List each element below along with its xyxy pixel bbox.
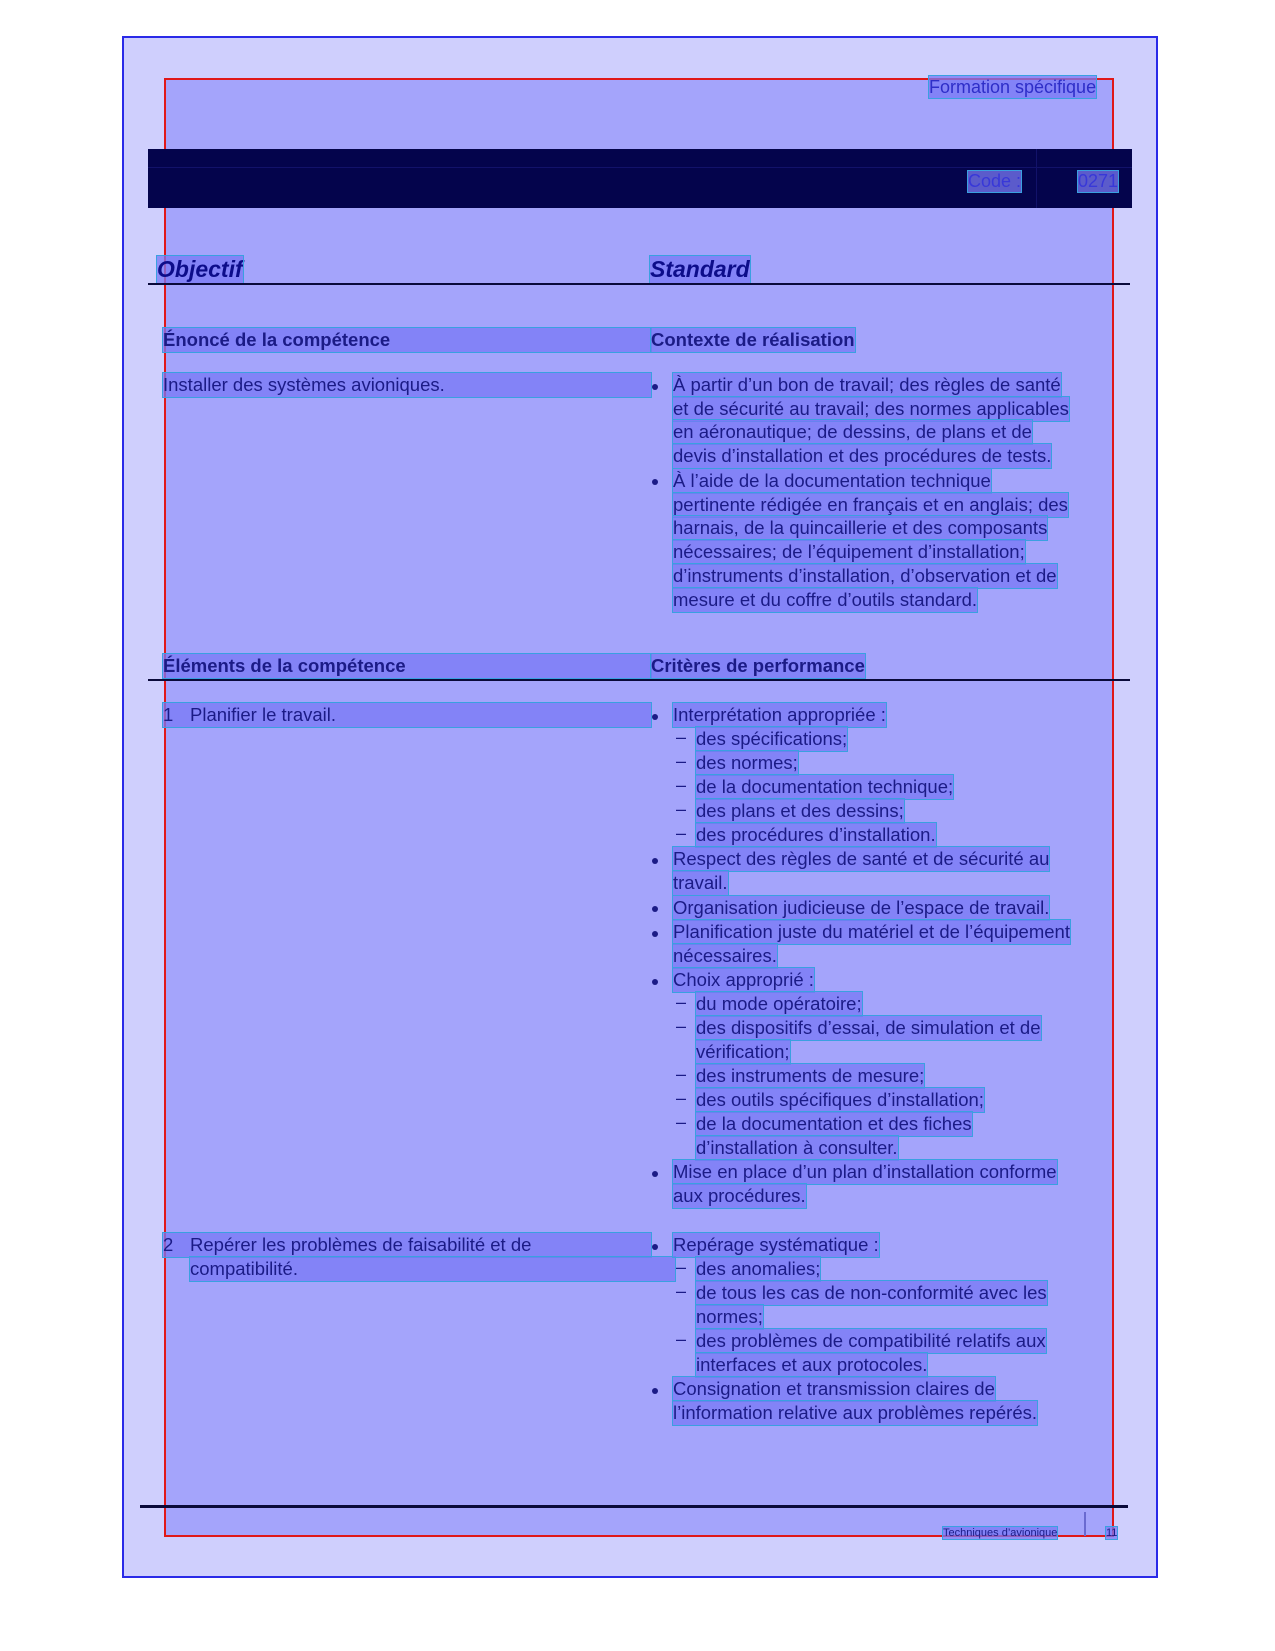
content-frame bbox=[164, 78, 1114, 1537]
sub-criterion: des dispositifs d’essai, de simulation et de bbox=[696, 1017, 1041, 1038]
criterion: Choix approprié : bbox=[673, 969, 814, 990]
footer-tag: Techniques d’avionique bbox=[943, 1527, 1058, 1539]
criterion: nécessaires. bbox=[673, 945, 777, 966]
code-banner bbox=[148, 149, 1132, 208]
contexte-line: en aéronautique; de dessins, de plans et de bbox=[673, 421, 1032, 442]
element-2-text: Repérer les problèmes de faisabilité et de bbox=[190, 1234, 532, 1255]
bullet-icon bbox=[652, 906, 658, 912]
contexte-line: À partir d’un bon de travail; des règles de santé bbox=[673, 374, 1061, 395]
page-number: 11 bbox=[1106, 1527, 1118, 1539]
bullet-icon bbox=[652, 479, 658, 485]
sub-criterion: des plans et des dessins; bbox=[696, 800, 904, 821]
bullet-icon bbox=[652, 858, 658, 864]
criterion: aux procédures. bbox=[673, 1185, 806, 1206]
elements-rule bbox=[148, 679, 1130, 681]
sub-criterion: des procédures d’installation. bbox=[696, 824, 936, 845]
contexte-heading: Contexte de réalisation bbox=[651, 329, 855, 350]
title-rule bbox=[148, 283, 1130, 285]
objectif-title: Objectif bbox=[157, 256, 243, 282]
dash-icon: – bbox=[676, 823, 687, 843]
footer-rule bbox=[140, 1505, 1128, 1508]
sub-criterion: des anomalies; bbox=[696, 1258, 821, 1279]
element-2 bbox=[163, 1233, 651, 1257]
criterion: Respect des règles de santé et de sécurité au bbox=[673, 848, 1050, 869]
criteria-heading: Critères de performance bbox=[651, 655, 865, 676]
contexte-line: mesure et du coffre d’outils standard. bbox=[673, 589, 978, 610]
dash-icon: – bbox=[676, 1257, 687, 1277]
code-label: Code : bbox=[968, 171, 1022, 191]
dash-icon: – bbox=[676, 775, 687, 795]
bullet-icon bbox=[652, 384, 658, 390]
criterion: Organisation judicieuse de l’espace de travail. bbox=[673, 897, 1050, 918]
dash-icon: – bbox=[676, 1112, 687, 1132]
sub-criterion: des normes; bbox=[696, 752, 798, 773]
criterion: l’information relative aux problèmes repérés. bbox=[673, 1402, 1038, 1423]
dash-icon: – bbox=[676, 1329, 687, 1349]
banner-divider bbox=[148, 167, 1132, 168]
dash-icon: – bbox=[676, 727, 687, 747]
dash-icon: – bbox=[676, 1088, 687, 1108]
contexte-line: harnais, de la quincaillerie et des composants bbox=[673, 517, 1048, 538]
sub-criterion: de la documentation technique; bbox=[696, 776, 954, 797]
element-1-text: Planifier le travail. bbox=[190, 704, 337, 725]
elements-heading: Éléments de la compétence bbox=[163, 654, 651, 678]
bullet-icon bbox=[652, 1244, 658, 1250]
sub-criterion: des problèmes de compatibilité relatifs aux bbox=[696, 1330, 1046, 1351]
contexte-line: devis d’installation et des procédures de tests. bbox=[673, 445, 1052, 466]
dash-icon: – bbox=[676, 1016, 687, 1036]
sub-criterion: interfaces et aux protocoles. bbox=[696, 1354, 928, 1375]
sub-criterion: de la documentation et des fiches bbox=[696, 1113, 972, 1134]
criterion: Mise en place d’un plan d’installation conforme bbox=[673, 1161, 1057, 1182]
contexte-line: pertinente rédigée en français et en anglais; des bbox=[673, 494, 1068, 515]
sub-criterion: de tous les cas de non-conformité avec les bbox=[696, 1282, 1047, 1303]
dash-icon: – bbox=[676, 799, 687, 819]
bullet-icon bbox=[652, 979, 658, 985]
code-value: 0271 bbox=[1078, 171, 1119, 191]
bullet-icon bbox=[652, 931, 658, 937]
contexte-line: À l’aide de la documentation technique bbox=[673, 470, 991, 491]
element-1 bbox=[163, 703, 651, 727]
banner-separator bbox=[1036, 149, 1037, 208]
header-tag: Formation spécifique bbox=[929, 77, 1097, 97]
sub-criterion: des instruments de mesure; bbox=[696, 1065, 925, 1086]
enonce-text: Installer des systèmes avioniques. bbox=[163, 373, 651, 397]
criterion: Consignation et transmission claires de bbox=[673, 1378, 995, 1399]
enonce-heading: Énoncé de la compétence bbox=[163, 328, 651, 352]
standard-title: Standard bbox=[650, 256, 750, 282]
bullet-icon bbox=[652, 714, 658, 720]
sub-criterion: d’installation à consulter. bbox=[696, 1137, 898, 1158]
contexte-line: et de sécurité au travail; des normes applicables bbox=[673, 398, 1069, 419]
contexte-line: nécessaires; de l’équipement d’installation; bbox=[673, 541, 1025, 562]
dash-icon: – bbox=[676, 1281, 687, 1301]
sub-criterion: normes; bbox=[696, 1306, 763, 1327]
sub-criterion: du mode opératoire; bbox=[696, 993, 862, 1014]
sub-criterion: des outils spécifiques d’installation; bbox=[696, 1089, 984, 1110]
dash-icon: – bbox=[676, 1064, 687, 1084]
element-2-text-cont: compatibilité. bbox=[190, 1257, 675, 1281]
dash-icon: – bbox=[676, 992, 687, 1012]
criterion: Planification juste du matériel et de l’équipement bbox=[673, 921, 1070, 942]
element-2-number: 2 bbox=[163, 1234, 174, 1255]
footer-separator bbox=[1084, 1512, 1086, 1536]
sub-criterion: des spécifications; bbox=[696, 728, 848, 749]
criterion: Repérage systématique : bbox=[673, 1234, 879, 1255]
criterion: Interprétation appropriée : bbox=[673, 704, 886, 725]
dash-icon: – bbox=[676, 751, 687, 771]
bullet-icon bbox=[652, 1388, 658, 1394]
bullet-icon bbox=[652, 1171, 658, 1177]
sub-criterion: vérification; bbox=[696, 1041, 790, 1062]
contexte-line: d’instruments d’installation, d’observation et de bbox=[673, 565, 1057, 586]
criterion: travail. bbox=[673, 872, 728, 893]
element-1-number: 1 bbox=[163, 704, 174, 725]
